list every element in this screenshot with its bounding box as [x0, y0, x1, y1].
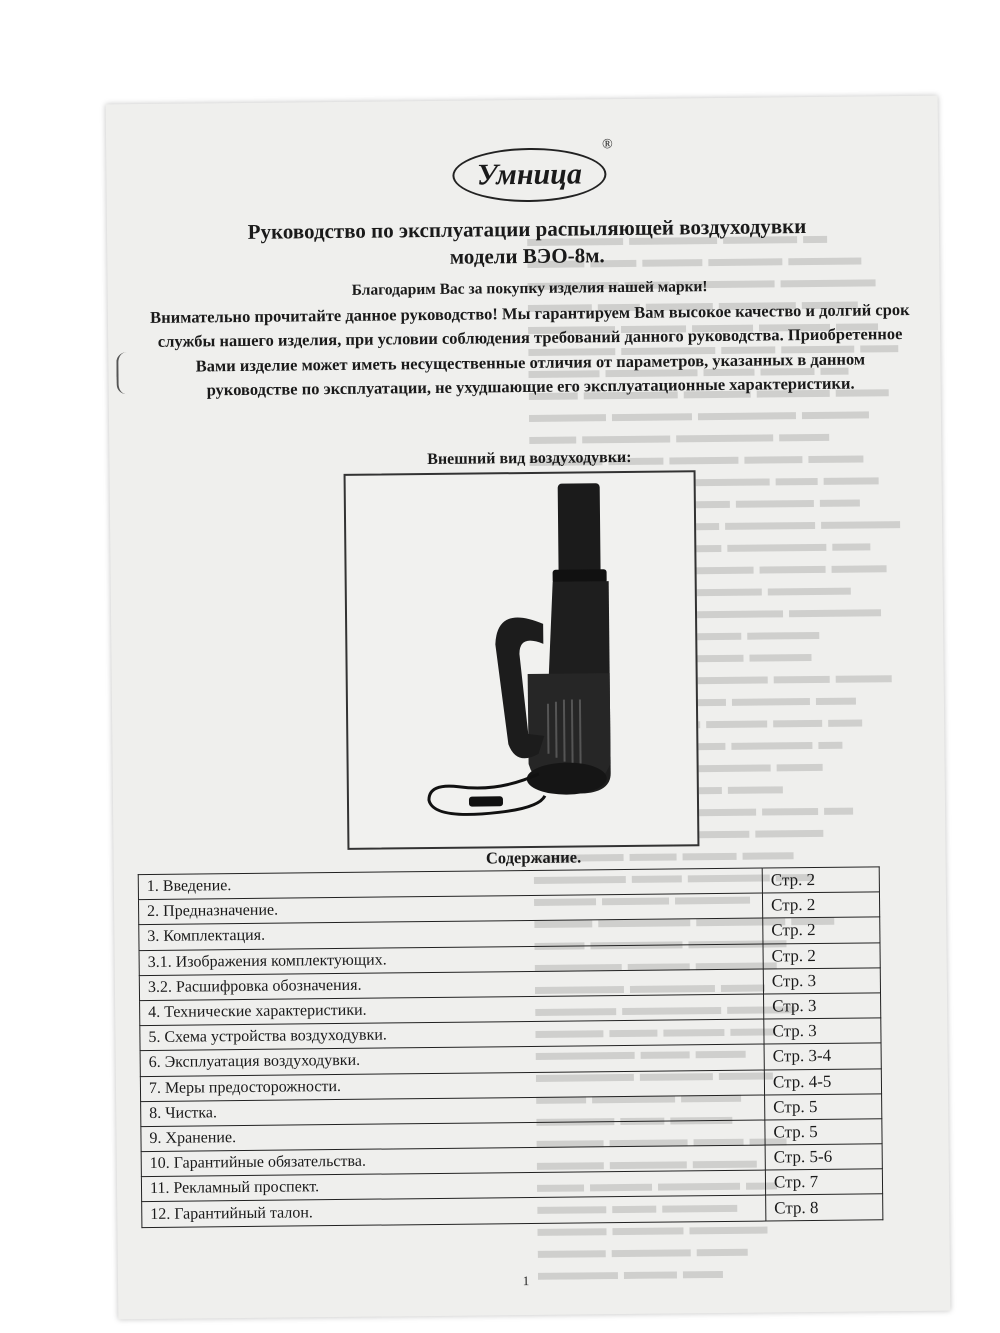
toc-page: Стр. 3-4	[764, 1043, 881, 1069]
toc-item: 9. Хранение.	[141, 1120, 765, 1152]
toc-item: 3. Комплектация.	[139, 918, 763, 950]
manual-page	[106, 96, 951, 1320]
toc-item: 5. Схема устройства воздуходувки.	[140, 1019, 764, 1051]
toc-page: Стр. 5-6	[765, 1144, 882, 1170]
blower-illustration	[346, 472, 698, 848]
intro-body: Внимательно прочитайте данное руководство! Мы гарантируем Вам высокое качество и долгий срок службы нашего изделия, при условии соблюдения требований данного руководства. Приобретенное Вами изделие может иметь несущественные отличия от параметров, указанных в данном руководстве по эксплуатации, не ухудшающие его эксплуатационные характеристики.	[150, 299, 910, 400]
toc-item: 11. Рекламный проспект.	[141, 1170, 765, 1202]
toc-item: 7. Меры предосторожности.	[140, 1070, 764, 1102]
toc-page: Стр. 2	[762, 867, 879, 893]
registered-mark: ®	[602, 137, 613, 153]
toc-page: Стр. 8	[766, 1194, 883, 1220]
toc-page: Стр. 4-5	[764, 1068, 881, 1094]
toc-page: Стр. 7	[765, 1169, 882, 1195]
manual-title-line1: Руководство по эксплуатации распыляющей воздуходувки	[247, 214, 807, 244]
toc-item: 3.1. Изображения комплектующих.	[139, 944, 763, 976]
toc-page: Стр. 3	[764, 1018, 881, 1044]
bleed-line	[529, 402, 909, 428]
toc-page: Стр. 5	[765, 1094, 882, 1120]
toc-item: 8. Чистка.	[141, 1095, 765, 1127]
page-number: 1	[522, 1273, 530, 1289]
toc-item: 12. Гарантийный талон.	[142, 1195, 766, 1227]
toc-page: Стр. 2	[762, 892, 879, 918]
toc-page: Стр. 3	[764, 993, 881, 1019]
toc-item: 3.2. Расшифровка обозначения.	[139, 969, 763, 1001]
brand-logo	[452, 147, 607, 203]
toc-item: 4. Технические характеристики.	[140, 994, 764, 1026]
manual-title	[147, 212, 908, 274]
toc-item: 6. Эксплуатация воздуходувки.	[140, 1044, 764, 1076]
toc-page: Стр. 2	[763, 942, 880, 968]
brand-logo-text: Умница	[476, 157, 583, 192]
toc-item: 10. Гарантийные обязательства.	[141, 1145, 765, 1177]
toc-page: Стр. 2	[763, 917, 880, 943]
toc-table	[138, 866, 884, 1227]
toc-title: Содержание.	[485, 847, 582, 868]
blower-photo	[344, 470, 700, 850]
intro-thanks: Благодарим Вас за покупку изделия нашей марки!	[351, 278, 708, 299]
toc-item: 2. Предназначение.	[138, 893, 762, 925]
bleed-line	[538, 1260, 918, 1280]
intro-text	[150, 273, 911, 403]
page-edge-mark	[116, 352, 128, 394]
manual-title-line2: модели ВЭО-8м.	[449, 243, 605, 269]
toc-page: Стр. 5	[765, 1119, 882, 1145]
toc-item: 1. Введение.	[138, 868, 762, 900]
photo-caption: Внешний вид воздуходувки:	[427, 448, 632, 469]
toc-page: Стр. 3	[763, 968, 880, 994]
